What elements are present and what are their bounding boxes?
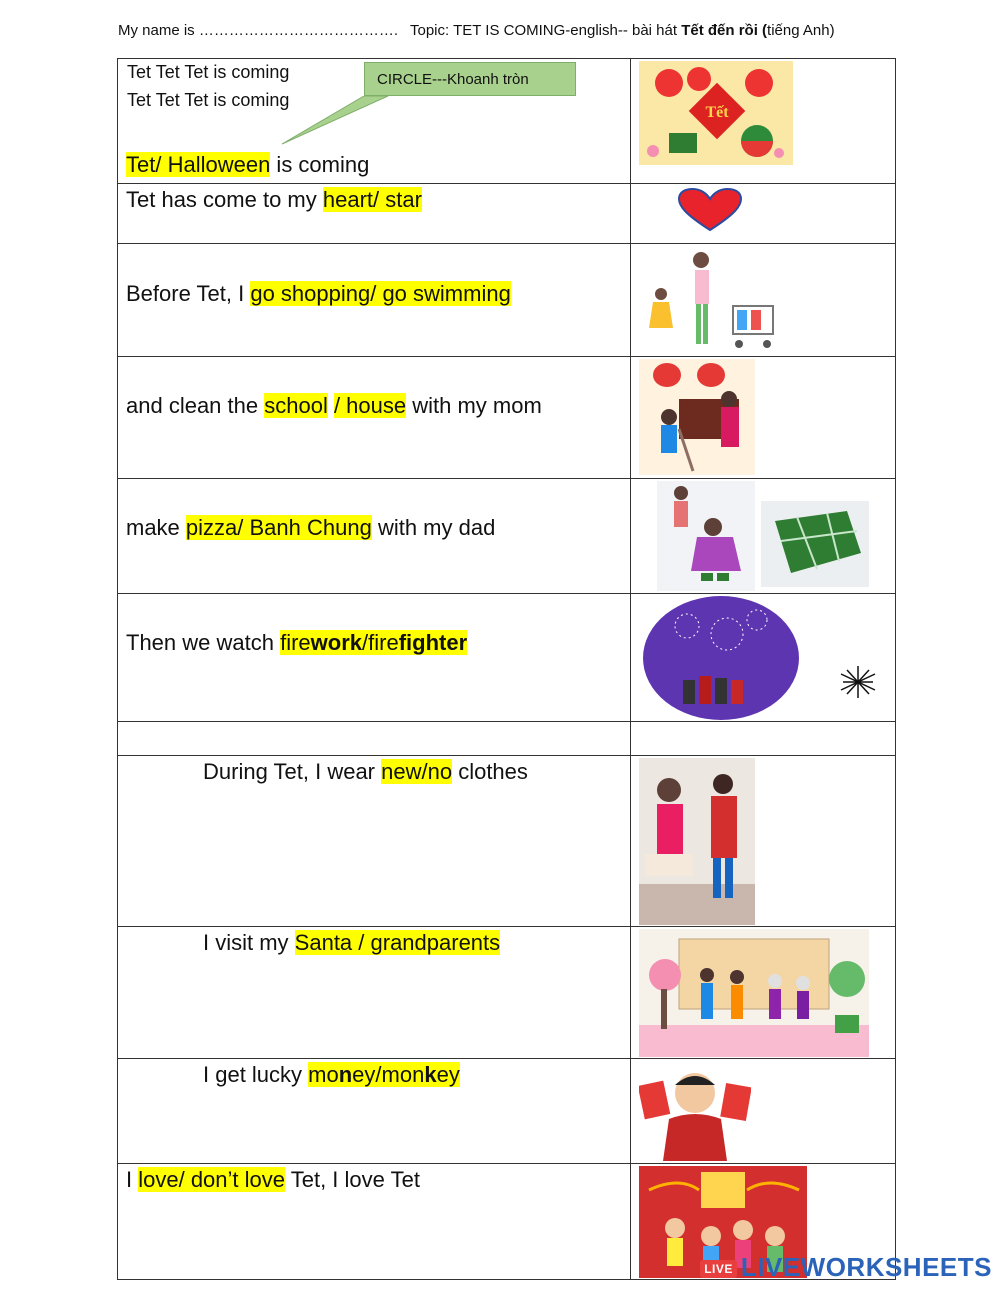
- row-new-clothes: [118, 756, 896, 927]
- sentence-firework: Then we watch firework/firefighter: [126, 630, 468, 655]
- row-school-house: [118, 357, 896, 479]
- choice-money-monkey[interactable]: money/monkey: [308, 1062, 460, 1087]
- liveworksheets-watermark: [700, 1252, 992, 1283]
- row-shopping-swimming: [118, 244, 896, 357]
- banh-chung-picture: [657, 481, 871, 591]
- row-firework-firefighter: [118, 594, 896, 722]
- svg-text:Tết: Tết: [705, 104, 729, 121]
- name-label: My name is ………………………………….: [118, 22, 399, 39]
- worksheet-table: [117, 58, 896, 1280]
- sentence-love-tet: I love/ don’t love Tet, I love Tet: [126, 1167, 420, 1192]
- row-money-monkey: [118, 1059, 896, 1164]
- row-pizza-banh-chung: [118, 479, 896, 594]
- new-clothes-picture: [639, 758, 755, 925]
- lucky-money-picture: [639, 1063, 751, 1161]
- row-santa-grandparents: [118, 927, 896, 1059]
- circle-instruction-callout: CIRCLE---Khoanh tròn: [364, 62, 576, 96]
- sentence-clean: and clean the school / house with my mom: [126, 393, 542, 418]
- cleaning-house-picture: [639, 359, 755, 475]
- sentence-clothes: During Tet, I wear new/no clothes: [203, 759, 528, 784]
- heart-picture: [677, 188, 743, 237]
- sentence-shopping: Before Tet, I go shopping/ go swimming: [126, 281, 511, 306]
- choice-santa-grandparents[interactable]: Santa / grandparents: [294, 930, 501, 955]
- choice-firework-firefighter[interactable]: firework/firefighter: [280, 630, 468, 655]
- live-badge: LIVE: [700, 1260, 737, 1278]
- choice-school[interactable]: school: [264, 393, 328, 418]
- watermark-text: LIVEWORKSHEETS: [740, 1252, 992, 1282]
- shopping-picture: [639, 248, 781, 354]
- row-blank: [118, 722, 896, 756]
- row-heart-star: [118, 184, 896, 244]
- choice-love-dont-love[interactable]: love/ don’t love: [138, 1167, 285, 1192]
- sentence-tet-halloween: Tet/ Halloween is coming: [126, 152, 370, 177]
- callout-pointer: [280, 96, 390, 146]
- sentence-heart-star: Tet has come to my heart/ star: [126, 187, 422, 212]
- choice-heart-star[interactable]: heart/ star: [322, 187, 422, 212]
- choice-tet-halloween[interactable]: Tet/ Halloween: [126, 152, 271, 177]
- sentence-banh-chung: make pizza/ Banh Chung with my dad: [126, 515, 496, 540]
- lyric-line-2: Tet Tet Tet is coming: [127, 90, 290, 110]
- tet-new-year-picture: [639, 61, 793, 165]
- sentence-lucky-money: I get lucky money/monkey: [203, 1062, 460, 1087]
- choice-pizza-banh-chung[interactable]: pizza/ Banh Chung: [185, 515, 372, 540]
- choice-house[interactable]: / house: [333, 393, 407, 418]
- worksheet-header: [118, 22, 835, 39]
- topic-label: Topic: TET IS COMING-english-- bài hát Tết đến rồi (tiếng Anh): [410, 22, 835, 39]
- choice-new-no[interactable]: new/no: [381, 759, 453, 784]
- sentence-visit: I visit my Santa / grandparents: [203, 930, 501, 955]
- lyric-line-1: Tet Tet Tet is coming: [127, 62, 290, 82]
- choice-shopping-swimming[interactable]: go shopping/ go swimming: [250, 281, 511, 306]
- visit-grandparents-picture: [639, 929, 869, 1057]
- fireworks-picture: [643, 596, 883, 720]
